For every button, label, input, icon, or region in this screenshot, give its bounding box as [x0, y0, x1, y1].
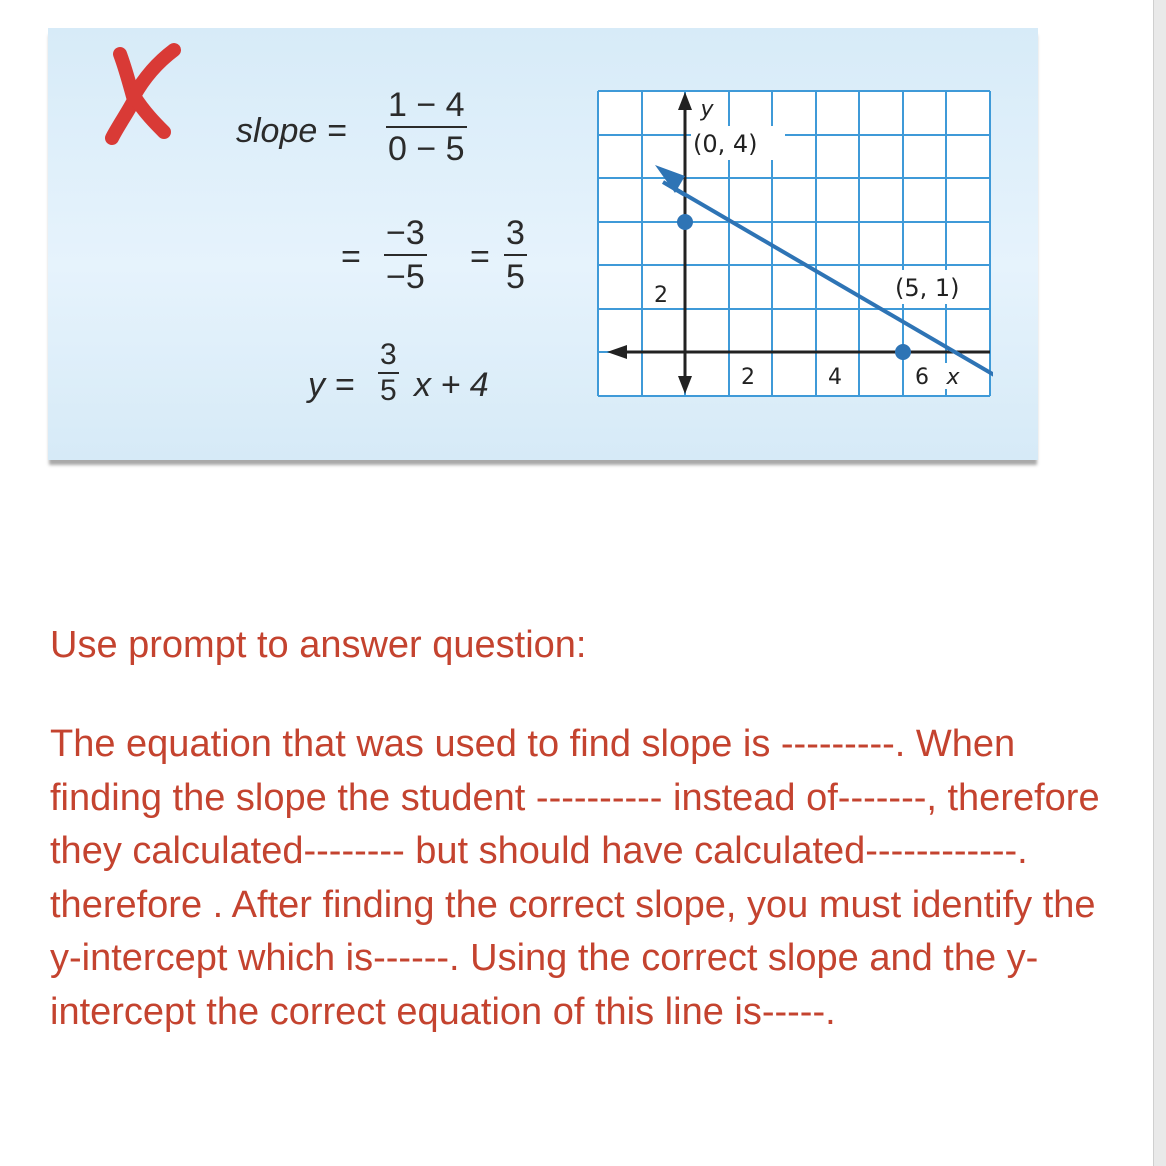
- equation-left: y =: [308, 366, 355, 404]
- graph-background: [598, 91, 990, 396]
- fraction-3-numerator: 3: [506, 214, 525, 252]
- y-tick-label: 2: [654, 283, 668, 308]
- point-5-1: [895, 344, 911, 360]
- y-axis-label: y: [700, 97, 714, 122]
- fraction-3-denominator: 5: [504, 254, 527, 294]
- equation-fraction-numerator: 3: [380, 338, 397, 371]
- problem-figure: [48, 28, 1038, 460]
- fraction-2-denominator: −5: [384, 254, 427, 294]
- question-paragraph: The equation that was used to find slope is ---------. When finding the slope the student ---------- instead of-------, therefore they calculated-------- but should have calculated------------. therefore . After finding the correct slope, you must identify the y-intercept which is------. Using the correct slope and the y-intercept the correct equation of this line is-----.: [50, 723, 1100, 1033]
- fraction-1-numerator: 1 − 4: [388, 86, 465, 124]
- incorrect-x-icon: [78, 40, 188, 150]
- x-tick-label: 2: [741, 365, 755, 390]
- point-a-label: (0, 4): [693, 130, 758, 158]
- slope-label: slope =: [236, 112, 347, 150]
- prompt-heading: Use prompt to answer question:: [50, 624, 587, 666]
- equation-fraction: [378, 340, 399, 406]
- x-tick-label: 6: [915, 365, 929, 390]
- x-tick-label: 4: [828, 365, 842, 390]
- equation-right: x + 4: [414, 366, 489, 404]
- point-b-label: (5, 1): [895, 274, 960, 302]
- fraction-2-numerator: −3: [386, 214, 425, 252]
- slope-fraction-2: [384, 216, 427, 294]
- equals-sign-3: =: [470, 238, 490, 276]
- slope-fraction-1: [386, 88, 467, 166]
- point-0-4: [677, 214, 693, 230]
- slope-fraction-3: [504, 216, 527, 294]
- equals-sign-2: =: [341, 238, 361, 276]
- coordinate-graph: [593, 86, 993, 406]
- equation-fraction-denominator: 5: [380, 374, 397, 407]
- page-edge: [1153, 0, 1166, 1166]
- x-axis-label: x: [946, 365, 960, 390]
- fraction-1-denominator: 0 − 5: [386, 126, 467, 166]
